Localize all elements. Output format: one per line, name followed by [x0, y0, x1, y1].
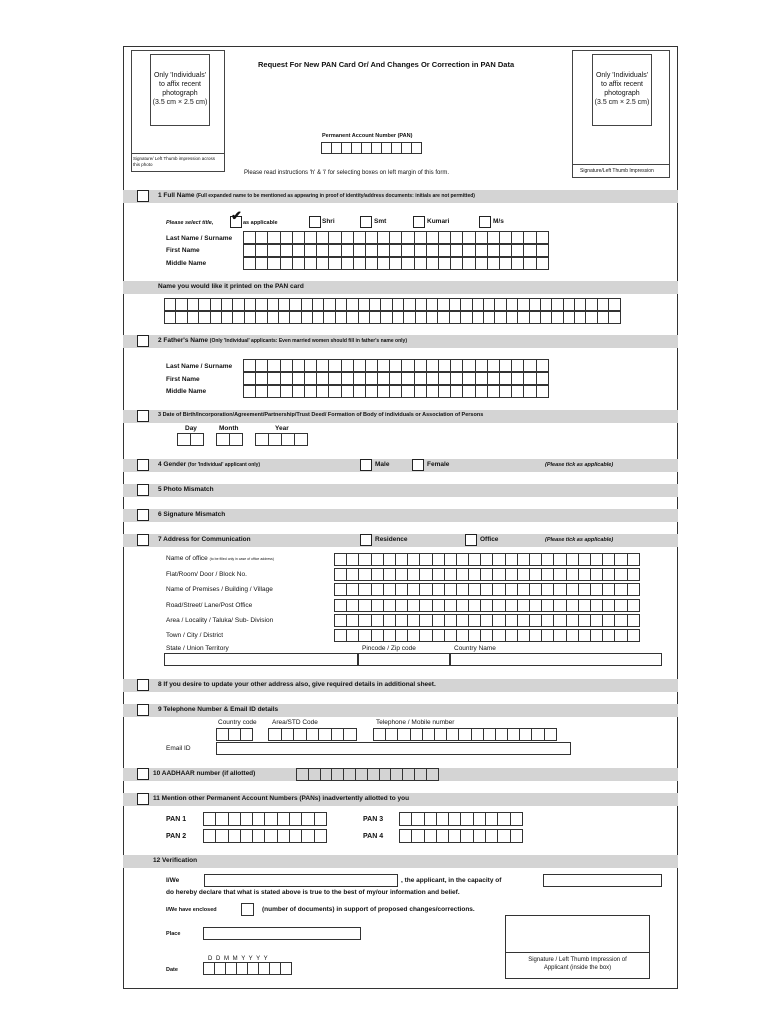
applicant-name-input[interactable]	[204, 874, 398, 887]
char-box[interactable]	[473, 829, 486, 843]
dob-day-label: Day	[185, 425, 197, 432]
title-smt: Smt	[374, 218, 387, 225]
office-name-boxes[interactable]	[334, 553, 639, 566]
s2-last-name-label: Last Name / Surname	[166, 363, 233, 370]
char-box[interactable]	[215, 812, 228, 826]
date-label: Date	[166, 967, 178, 973]
applicant-capacity-text: , the applicant, in the capacity of	[401, 877, 502, 884]
char-box[interactable]	[497, 829, 510, 843]
char-box[interactable]	[627, 553, 640, 566]
char-box[interactable]	[343, 728, 357, 741]
section-11-label: 11 Mention other Permanent Account Numbers (PANs) inadvertently allotted to you	[153, 795, 410, 802]
dob-day-boxes[interactable]	[177, 433, 203, 446]
char-box[interactable]	[411, 829, 424, 843]
title-prompt: Please select title,	[166, 220, 214, 226]
char-box[interactable]	[277, 812, 290, 826]
section-10-label: 10 AADHAAR number (if allotted)	[153, 770, 256, 777]
form-title: Request For New PAN Card Or/ And Changes Or Correction in PAN Data	[258, 60, 515, 69]
enclosed-label: I/We have enclosed	[166, 907, 217, 913]
check-mark-icon: ✔	[231, 208, 242, 223]
state-input[interactable]	[164, 653, 358, 666]
char-box[interactable]	[268, 728, 282, 741]
char-box[interactable]	[424, 812, 437, 826]
pan-label: Permanent Account Number (PAN)	[322, 133, 413, 139]
char-box[interactable]	[627, 629, 640, 642]
flat-label: Flat/Room/ Door / Block No.	[166, 571, 247, 578]
char-box[interactable]	[426, 768, 439, 781]
s1-last-name-boxes[interactable]	[243, 231, 548, 244]
char-box[interactable]	[485, 829, 498, 843]
place-label: Place	[166, 931, 181, 937]
char-box[interactable]	[536, 257, 549, 270]
office-name-label: Name of office (to be filled only in case of office address)	[166, 555, 274, 562]
s2-first-name-label: First Name	[166, 376, 200, 383]
s1-last-name-label: Last Name / Surname	[166, 235, 233, 242]
char-box[interactable]	[240, 829, 253, 843]
documents-count-input[interactable]	[241, 903, 254, 916]
email-label: Email ID	[166, 745, 191, 752]
section-5-checkbox[interactable]	[137, 484, 149, 496]
premises-label: Name of Premises / Building / Village	[166, 586, 273, 593]
phone-boxes[interactable]	[373, 728, 556, 741]
state-label: State / Union Territory	[166, 645, 229, 652]
title-ms: M/s	[493, 218, 504, 225]
section-9-bar	[123, 704, 678, 717]
char-box[interactable]	[460, 829, 473, 843]
section-1-checkbox[interactable]	[137, 190, 149, 202]
flat-boxes[interactable]	[334, 568, 639, 581]
section-2-bar	[123, 335, 678, 348]
char-box[interactable]	[627, 599, 640, 612]
section-9-label: 9 Telephone Number & Email ID details	[158, 706, 279, 713]
pan4-label: PAN 4	[363, 833, 384, 840]
section-6-bar	[123, 509, 678, 522]
sign-left-divider	[131, 153, 225, 154]
section-2-label: 2 Father's Name (Only 'Individual' applicants: Even married women should fill in father's name only)	[158, 337, 407, 344]
sign-right-label: Signature/Left Thumb Impression	[580, 168, 654, 174]
address-residence-label: Residence	[375, 536, 408, 543]
s1-middle-name-label: Middle Name	[166, 260, 207, 267]
char-box[interactable]	[301, 829, 314, 843]
title-kumari-checkbox[interactable]	[413, 216, 425, 228]
photo-placeholder-right: Only 'Individuals' to affix recent photograph (3.5 cm × 2.5 cm)	[592, 54, 652, 126]
section-11-checkbox[interactable]	[137, 793, 149, 805]
char-box[interactable]	[510, 829, 523, 843]
char-box[interactable]	[544, 728, 557, 741]
section-7-bar	[123, 534, 678, 547]
documents-text: (number of documents) in support of proposed changes/corrections.	[262, 906, 475, 913]
pan3-label: PAN 3	[363, 816, 384, 823]
title-as-applicable: as applicable	[243, 220, 278, 226]
char-box[interactable]	[331, 728, 345, 741]
section-1-label: 1 Full Name (Full expanded name to be mentioned as appearing in proof of identity/address documents: initials are not permitted)	[158, 192, 475, 199]
gender-tick-note: (Please tick as applicable)	[545, 462, 614, 468]
char-box[interactable]	[460, 812, 473, 826]
s1-middle-name-boxes[interactable]	[243, 257, 548, 270]
char-box[interactable]	[264, 812, 277, 826]
title-shri: Shri	[322, 218, 335, 225]
title-shri-checkbox[interactable]	[309, 216, 321, 228]
aadhaar-boxes[interactable]	[296, 768, 438, 781]
country-code-boxes[interactable]	[216, 728, 252, 741]
address-residence-checkbox[interactable]	[360, 534, 372, 546]
s1-first-name-label: First Name	[166, 247, 200, 254]
section-3-bar	[123, 410, 678, 423]
char-box[interactable]	[485, 812, 498, 826]
char-box[interactable]	[608, 298, 620, 311]
address-office-label: Office	[480, 536, 499, 543]
pan4-boxes[interactable]	[399, 829, 522, 843]
section-5-label: 5 Photo Mismatch	[158, 486, 214, 493]
declaration-text: do hereby declare that what is stated above is true to the best of my/our information and belief.	[166, 889, 460, 896]
std-code-boxes[interactable]	[268, 728, 356, 741]
section-2-checkbox[interactable]	[137, 335, 149, 347]
gender-female-label: Female	[427, 461, 450, 468]
dob-year-label: Year	[275, 425, 289, 432]
pan3-boxes[interactable]	[399, 812, 522, 826]
char-box[interactable]	[240, 812, 253, 826]
char-box[interactable]	[314, 829, 327, 843]
title-ms-checkbox[interactable]	[479, 216, 491, 228]
section-1-bar	[123, 190, 678, 203]
section-8-checkbox[interactable]	[137, 679, 149, 691]
char-box[interactable]	[203, 812, 216, 826]
s2-first-name-boxes[interactable]	[243, 372, 548, 385]
pan2-label: PAN 2	[166, 833, 187, 840]
char-box[interactable]	[289, 829, 302, 843]
char-box[interactable]	[318, 728, 332, 741]
char-box[interactable]	[627, 614, 640, 627]
dob-month-label: Month	[219, 425, 239, 432]
section-7-label: 7 Address for Communication	[158, 536, 251, 543]
s2-middle-name-label: Middle Name	[166, 388, 207, 395]
section-12-label: 12 Verification	[153, 857, 198, 864]
s1-first-name-boxes[interactable]	[243, 244, 548, 257]
char-box[interactable]	[399, 829, 412, 843]
section-6-label: 6 Signature Mismatch	[158, 511, 226, 518]
char-box[interactable]	[448, 812, 461, 826]
area-label: Area / Locality / Taluka/ Sub- Division	[166, 617, 274, 624]
section-8-label: 8 If you desire to update your other address also, give required details in additional sheet.	[158, 681, 436, 688]
char-box[interactable]	[215, 829, 228, 843]
char-box[interactable]	[289, 812, 302, 826]
char-box[interactable]	[411, 812, 424, 826]
gender-male-checkbox[interactable]	[360, 459, 372, 471]
pan-number-boxes[interactable]	[321, 142, 421, 154]
section-4-label: 4 Gender (for 'Individual' applicant only)	[158, 461, 261, 468]
email-input[interactable]	[216, 742, 571, 755]
section-9-checkbox[interactable]	[137, 704, 149, 716]
std-code-label: Area/STD Code	[272, 719, 318, 726]
premises-boxes[interactable]	[334, 583, 639, 596]
sign-right-divider	[572, 164, 670, 165]
char-box[interactable]	[293, 728, 307, 741]
section-7-checkbox[interactable]	[137, 534, 149, 546]
char-box[interactable]	[510, 812, 523, 826]
print-name-bar	[123, 281, 678, 294]
char-box[interactable]	[424, 829, 437, 843]
place-input[interactable]	[203, 927, 361, 940]
char-box[interactable]	[536, 372, 549, 385]
print-name-row-2[interactable]	[164, 311, 620, 324]
section-12-bar	[123, 855, 678, 868]
char-box[interactable]	[399, 812, 412, 826]
section-3-checkbox[interactable]	[137, 410, 149, 422]
dob-year-boxes[interactable]	[255, 433, 307, 446]
address-tick-note: (Please tick as applicable)	[545, 537, 614, 543]
date-format-label: D D M M Y Y Y Y	[208, 956, 269, 962]
dob-month-boxes[interactable]	[216, 433, 242, 446]
char-box[interactable]	[277, 829, 290, 843]
phone-label: Telephone / Mobile number	[376, 719, 455, 726]
country-input[interactable]	[450, 653, 662, 666]
country-code-label: Country code	[218, 719, 257, 726]
date-boxes[interactable]	[203, 962, 291, 975]
road-label: Road/Street/ Lane/Post Office	[166, 602, 253, 609]
country-label: Country Name	[454, 645, 496, 652]
signature-divider	[505, 952, 650, 953]
char-box[interactable]	[301, 812, 314, 826]
title-kumari: Kumari	[427, 218, 450, 225]
photo-placeholder-left: Only 'Individuals' to affix recent photograph (3.5 cm × 2.5 cm)	[150, 54, 210, 126]
char-box[interactable]	[536, 244, 549, 257]
sign-left-label: Signature/ Left Thumb impression across this photo	[133, 156, 215, 167]
pan1-boxes[interactable]	[203, 812, 326, 826]
s2-middle-name-boxes[interactable]	[243, 385, 548, 398]
print-name-row-1[interactable]	[164, 298, 620, 311]
char-box[interactable]	[473, 812, 486, 826]
instruction-text: Please read instructions 'h' & 'i' for selecting boxes on left margin of this form.	[244, 170, 450, 176]
section-11-bar	[123, 793, 678, 806]
char-box[interactable]	[497, 812, 510, 826]
print-name-label: Name you would like it printed on the PAN card	[158, 283, 304, 290]
char-box[interactable]	[252, 812, 265, 826]
section-6-checkbox[interactable]	[137, 509, 149, 521]
char-box[interactable]	[228, 812, 241, 826]
pincode-input[interactable]	[358, 653, 450, 666]
section-4-bar	[123, 459, 678, 472]
title-smt-checkbox[interactable]	[360, 216, 372, 228]
section-5-bar	[123, 484, 678, 497]
town-boxes[interactable]	[334, 629, 639, 642]
section-8-bar	[123, 679, 678, 692]
char-box[interactable]	[228, 829, 241, 843]
char-box[interactable]	[536, 231, 549, 244]
road-boxes[interactable]	[334, 599, 639, 612]
gender-female-checkbox[interactable]	[412, 459, 424, 471]
area-boxes[interactable]	[334, 614, 639, 627]
char-box[interactable]	[314, 812, 327, 826]
address-office-checkbox[interactable]	[465, 534, 477, 546]
char-box[interactable]	[608, 311, 620, 324]
char-box[interactable]	[436, 829, 449, 843]
char-box[interactable]	[264, 829, 277, 843]
capacity-input[interactable]	[543, 874, 662, 887]
section-3-label: 3 Date of Birth/Incorporation/Agreement/Partnership/Trust Deed/ Formation of Body of individuals or Association of Persons	[158, 412, 484, 418]
signature-label: Signature / Left Thumb Impression of Applicant (inside the box)	[528, 957, 627, 971]
gender-male-label: Male	[375, 461, 390, 468]
pan1-label: PAN 1	[166, 816, 187, 823]
char-box[interactable]	[448, 829, 461, 843]
town-label: Town / City / District	[166, 632, 224, 639]
section-10-checkbox[interactable]	[137, 768, 149, 780]
char-box[interactable]	[627, 583, 640, 596]
char-box[interactable]	[252, 829, 265, 843]
s2-last-name-boxes[interactable]	[243, 359, 548, 372]
char-box[interactable]	[203, 829, 216, 843]
pan2-boxes[interactable]	[203, 829, 326, 843]
char-box[interactable]	[436, 812, 449, 826]
char-box[interactable]	[536, 359, 549, 372]
char-box[interactable]	[536, 385, 549, 398]
char-box[interactable]	[627, 568, 640, 581]
char-box[interactable]	[281, 728, 295, 741]
iwe-label: I/We	[166, 877, 180, 884]
pincode-label: Pincode / Zip code	[362, 645, 416, 652]
char-box[interactable]	[306, 728, 320, 741]
section-4-checkbox[interactable]	[137, 459, 149, 471]
